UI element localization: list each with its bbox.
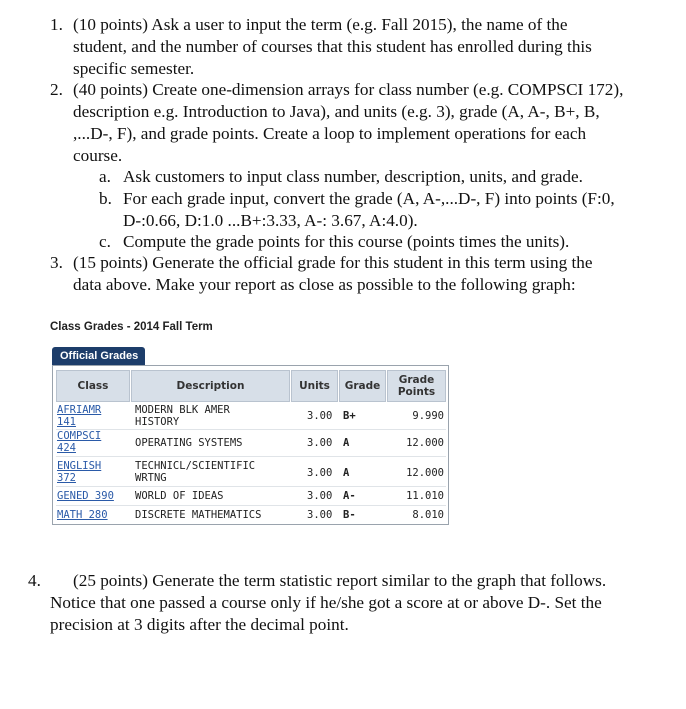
text-line: D-:0.66, D:1.0 ...B+:3.33, A-: 3.67, A:4.0). xyxy=(123,211,418,230)
points-cell: 12.000 xyxy=(406,467,444,479)
text-line: course. xyxy=(73,146,123,165)
text-line: data above. Make your report as close as possible to the following graph: xyxy=(73,275,576,294)
column-header-units: Units xyxy=(291,370,338,402)
sub-item-text xyxy=(123,166,668,188)
grade-cell: A xyxy=(343,437,350,449)
text-line: specific semester. xyxy=(73,59,195,78)
class-link[interactable]: MATH 280 xyxy=(57,509,108,521)
description-cell xyxy=(135,404,230,428)
question-text xyxy=(73,252,673,296)
sub-item-text xyxy=(123,231,668,253)
class-line: 141 xyxy=(57,416,76,428)
row-divider xyxy=(56,456,446,457)
grade-cell: A- xyxy=(343,490,356,502)
question-number: 3. xyxy=(50,253,63,272)
question-text xyxy=(73,14,673,80)
description-cell xyxy=(135,460,255,484)
row-divider xyxy=(56,429,446,430)
column-header-description: Description xyxy=(131,370,290,402)
points-cell: 12.000 xyxy=(406,437,444,449)
class-link[interactable] xyxy=(57,404,101,428)
text-line: Notice that one passed a course only if he/she got a score at or above D-. Set the xyxy=(50,593,602,612)
text-line-content: (25 points) Generate the term statistic report similar to the graph that follows. xyxy=(73,571,607,590)
text-line: precision at 3 digits after the decimal point. xyxy=(50,615,349,634)
class-line: ENGLISH xyxy=(57,460,102,472)
grade-cell: B- xyxy=(343,509,356,521)
row-divider xyxy=(56,486,446,487)
row-divider xyxy=(56,505,446,506)
question-number: 1. xyxy=(50,15,63,34)
description-line: TECHNICL/SCIENTIFIC xyxy=(135,460,256,472)
sub-item-label: b. xyxy=(99,189,112,208)
grade-cell: A xyxy=(343,467,350,479)
question-number: 4. xyxy=(28,571,41,590)
class-link[interactable] xyxy=(57,460,101,484)
official-grades-tab[interactable]: Official Grades xyxy=(52,347,145,366)
text-line: (15 points) Generate the official grade for this student in this term using the xyxy=(73,253,593,272)
question-text xyxy=(50,570,650,636)
text-line: For each grade input, convert the grade (A, A-,...D-, F) into points (F:0, xyxy=(123,189,615,208)
units-cell: 3.00 xyxy=(307,490,333,502)
header-line: Points xyxy=(397,386,436,398)
question-number: 2. xyxy=(50,80,63,99)
units-cell: 3.00 xyxy=(307,509,333,521)
class-line: 372 xyxy=(57,472,76,484)
points-cell: 9.990 xyxy=(412,410,444,422)
text-line: (10 points) Ask a user to input the term (e.g. Fall 2015), the name of the xyxy=(73,15,568,34)
points-cell: 8.010 xyxy=(412,509,444,521)
column-header-class: Class xyxy=(56,370,130,402)
units-cell: 3.00 xyxy=(307,437,333,449)
text-line xyxy=(50,570,650,592)
text-line: Ask customers to input class number, description, units, and grade. xyxy=(123,167,583,186)
report-title: Class Grades - 2014 Fall Term xyxy=(50,321,213,333)
description-cell: DISCRETE MATHEMATICS xyxy=(135,509,262,521)
description-cell: OPERATING SYSTEMS xyxy=(135,437,243,449)
units-cell: 3.00 xyxy=(307,467,333,479)
sub-item-label: a. xyxy=(99,167,111,186)
description-line: HISTORY xyxy=(135,416,180,428)
text-line: student, and the number of courses that this student has enrolled during this xyxy=(73,37,592,56)
units-cell: 3.00 xyxy=(307,410,333,422)
column-header-grade: Grade xyxy=(339,370,386,402)
text-line: Compute the grade points for this course (points times the units). xyxy=(123,232,570,251)
column-header-grade-points xyxy=(387,370,446,402)
class-link[interactable] xyxy=(57,430,101,454)
description-line: MODERN BLK AMER xyxy=(135,404,230,416)
sub-item-label: c. xyxy=(99,232,111,251)
points-cell: 11.010 xyxy=(406,490,444,502)
text-line: ,...D-, F), and grade points. Create a loop to implement operations for each xyxy=(73,124,587,143)
question-text xyxy=(73,79,673,167)
grade-cell: B+ xyxy=(343,410,356,422)
text-line: (40 points) Create one-dimension arrays for class number (e.g. COMPSCI 172), xyxy=(73,80,624,99)
class-line: COMPSCI xyxy=(57,430,102,442)
header-line: Grade xyxy=(398,374,435,386)
class-link[interactable]: GENED 390 xyxy=(57,490,114,502)
class-line: AFRIAMR xyxy=(57,404,102,416)
text-line: description e.g. Introduction to Java), and units (e.g. 3), grade (A, A-, B+, B, xyxy=(73,102,600,121)
class-line: 424 xyxy=(57,442,76,454)
sub-item-text xyxy=(123,188,668,232)
description-cell: WORLD OF IDEAS xyxy=(135,490,224,502)
description-line: WRTNG xyxy=(135,472,167,484)
